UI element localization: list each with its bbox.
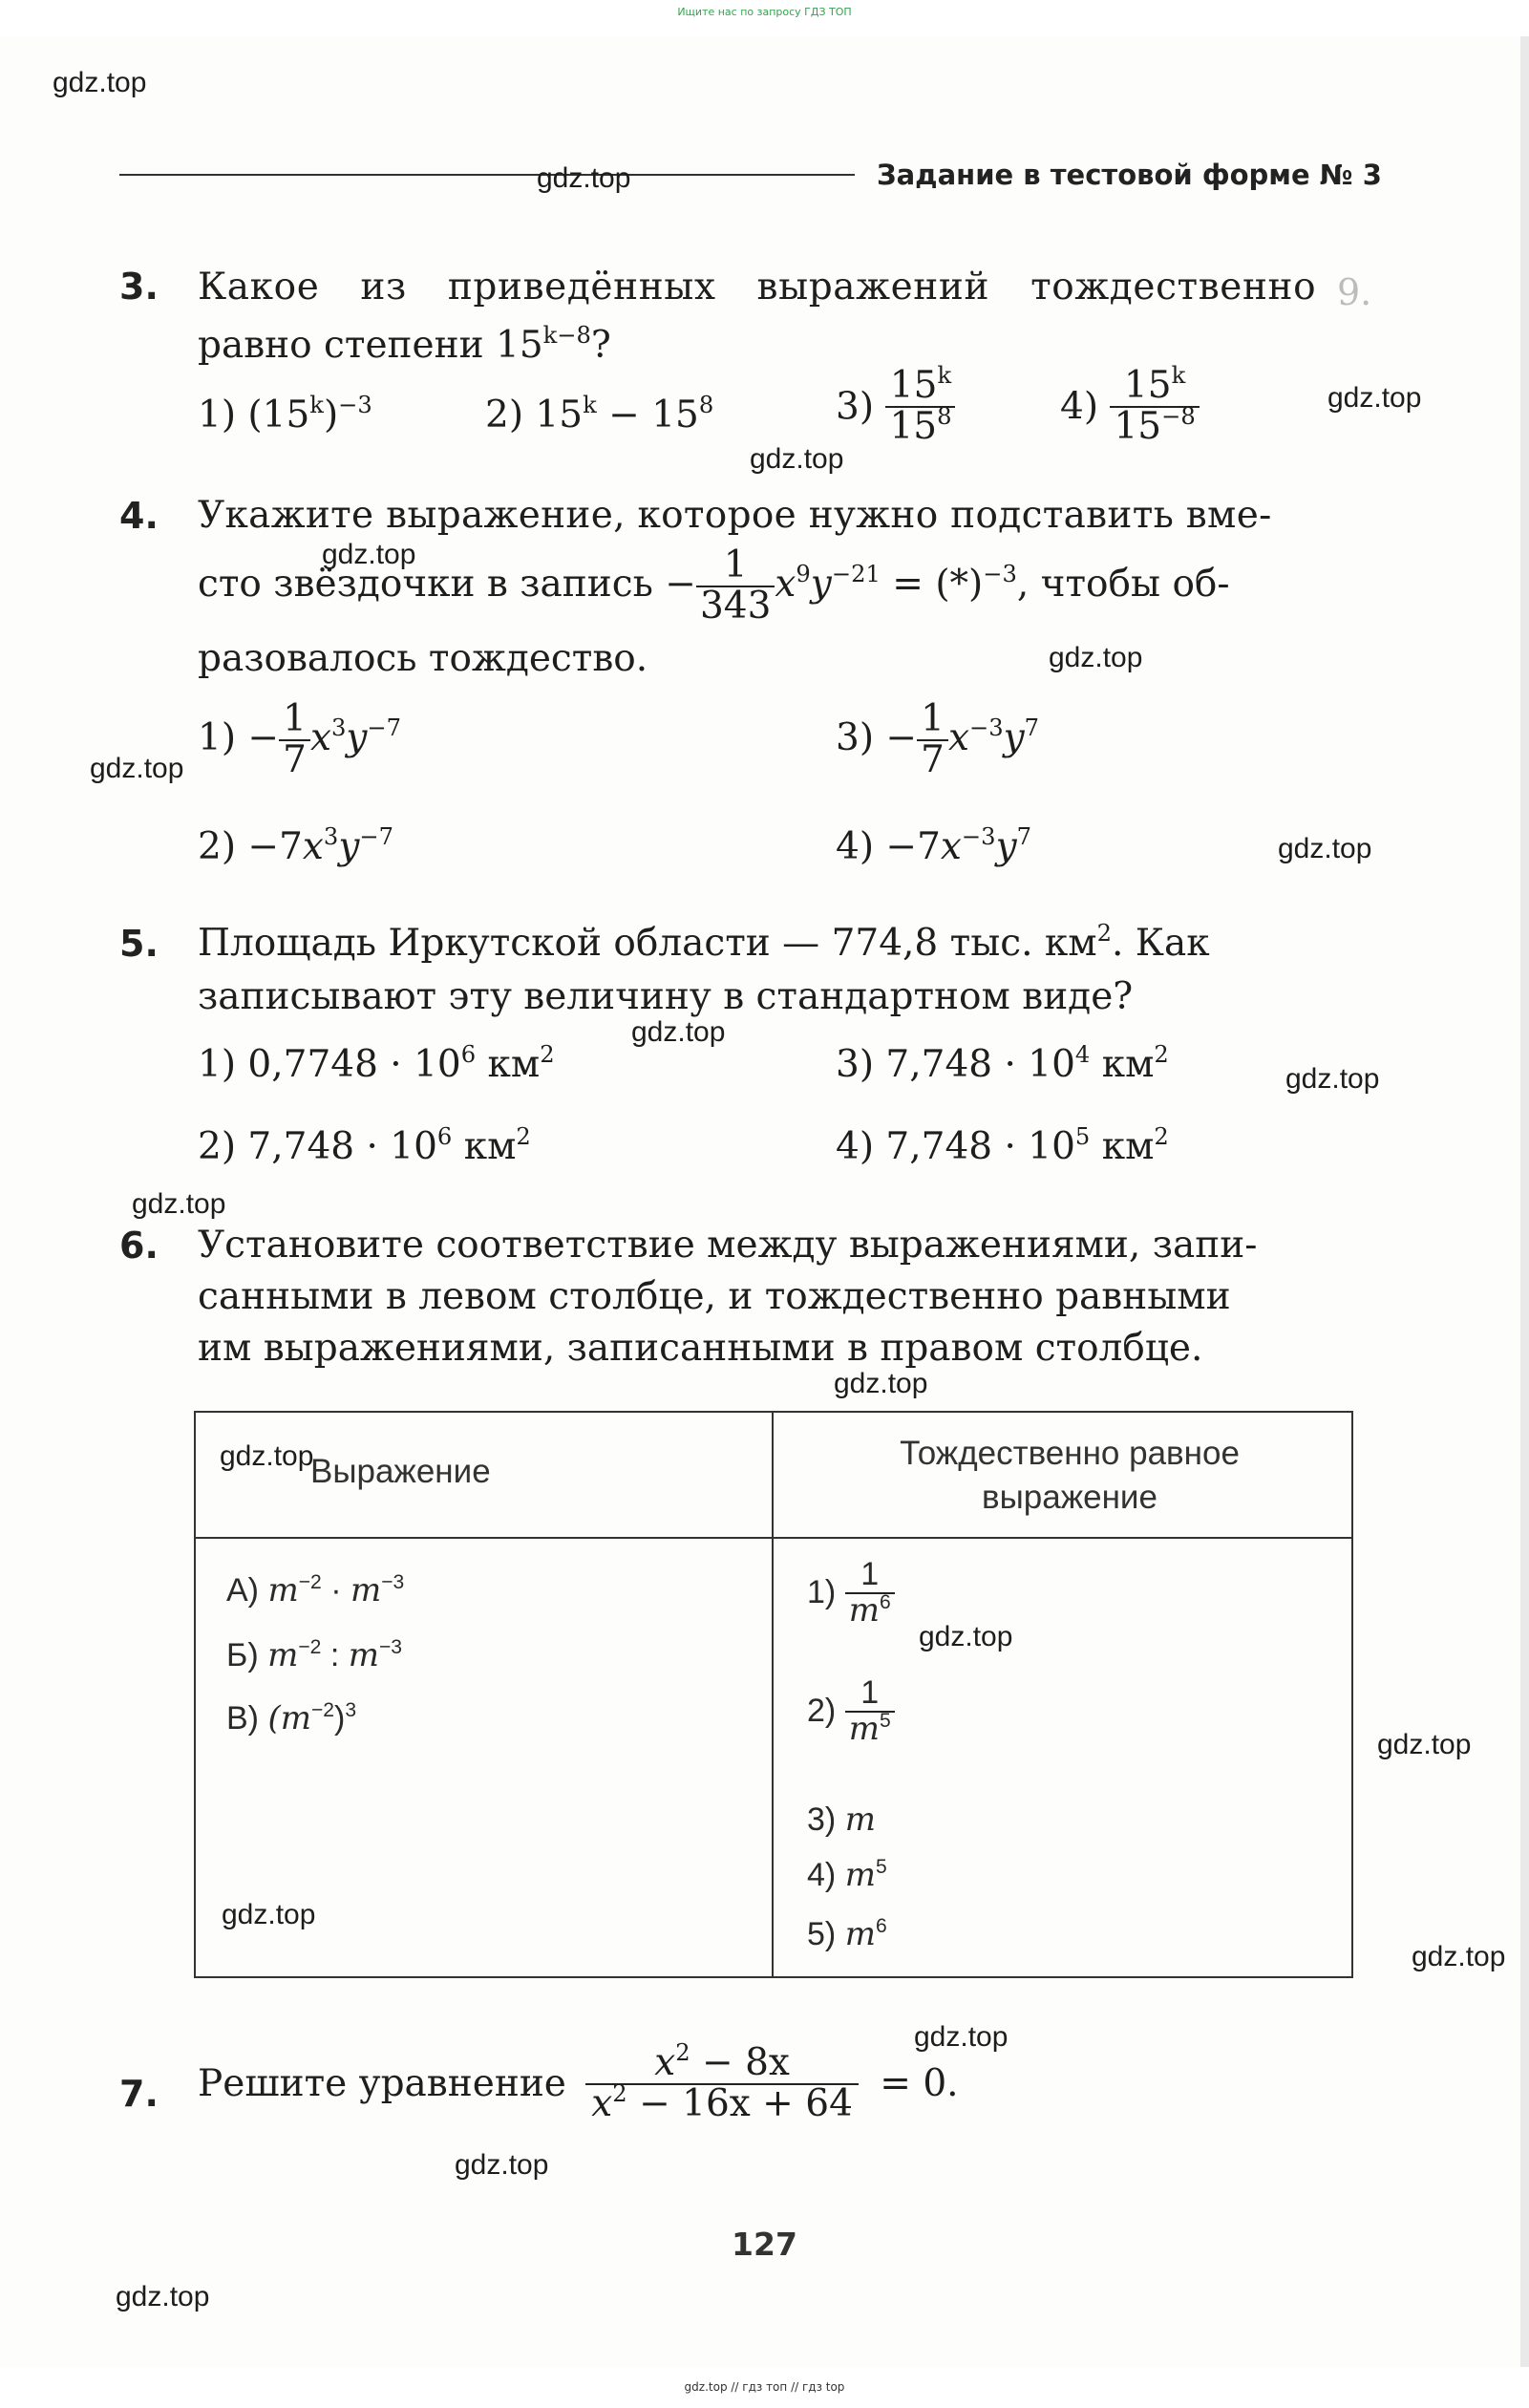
question-3-option-1: 1) $(15^k)^{-3}$ [198,392,372,437]
question-5-line-1: Площадь Иркутской области — 774,8 тыс. $км^2$. Как [198,920,1210,965]
table-right-option-4: 4) $m^5$ [807,1855,887,1894]
table-column-divider [772,1413,774,1976]
page-sheet [0,36,1529,2367]
watermark: gdz.top [834,1368,928,1399]
question-5-option-4: 4) $7,748 \cdot 10^5$ $км^2$ [836,1123,1169,1168]
watermark: gdz.top [455,2149,549,2181]
question-4-option-2: $2) -7x^3y^{-7}$ [198,823,393,868]
question-4-number: 4. [119,495,159,537]
watermark: gdz.top [1412,1941,1506,1972]
table-left-row-b: Б) $m^{-2}$ : $m^{-3}$ [226,1635,403,1674]
fraction: $\frac{15^k}{15^8}$ [885,367,955,447]
question-4-option-4: $4) -7x^{-3}y^7$ [836,823,1031,868]
header-rule [119,174,855,176]
watermark: gdz.top [322,539,416,570]
watermark: gdz.top [220,1440,314,1472]
page-number: 127 [732,2226,797,2263]
question-7-number: 7. [119,2073,159,2115]
question-5-option-3: 3) $7,748 \cdot 10^4$ $км^2$ [836,1041,1169,1086]
table-right-option-5: 5) $m^6$ [807,1914,887,1953]
question-3-number: 3. [119,266,159,308]
table-header-divider [196,1537,1351,1539]
watermark: gdz.top [1285,1063,1380,1095]
table-header-equivalent: Тождественно равное выражение [900,1435,1240,1516]
table-left-row-c: В) $(m^{-2})^3$ [226,1698,357,1737]
fraction: $\frac{1}{7}$ [279,700,310,780]
question-5-option-1: 1) $0,7748 \cdot 10^6$ $км^2$ [198,1041,555,1086]
table-right-option-1: 1) $\frac{1}{m^6}$ [807,1558,895,1628]
question-5-line-2: записывают эту величину в стандартном виде? [198,975,1134,1018]
bleed-through-text: 9. [1337,271,1372,313]
question-6-line-2: санными в левом столбце, и тождественно равными [198,1275,1231,1318]
fraction: $\frac{1}{m^6}$ [845,1558,895,1628]
fraction: $\frac{x^2 - 8x}{x^2 - 16x + 64}$ [585,2044,859,2124]
watermark: gdz.top [750,443,844,475]
watermark: gdz.top [116,2281,210,2312]
question-3-option-4: 4) $\frac{15^k}{15^{-8}}$ [1060,367,1200,447]
table-left-row-a: А) $m^{-2} \cdot m^{-3}$ [226,1570,405,1609]
watermark: gdz.top [1377,1729,1472,1760]
question-3-option-3: 3) $\frac{15^k}{15^8}$ [836,367,955,447]
question-4-option-3: 3) − $\frac{1}{7}$ $x^{-3}y^7$ [836,697,1040,781]
table-right-option-2: 2) $\frac{1}{m^5}$ [807,1676,895,1746]
question-3-line-1: Какое из приведённых выражений тождественно [198,266,1317,309]
question-3-line-2: равно степени $15^{k-8}$? [198,322,611,367]
section-title: Задание в тестовой форме № 3 [877,159,1382,191]
watermark: gdz.top [1049,642,1143,673]
question-6-line-1: Установите соответствие между выражениями, запи- [198,1224,1258,1267]
fraction: $\frac{1}{7}$ [917,700,948,780]
watermark: gdz.top [1327,382,1422,414]
question-5-number: 5. [119,923,159,965]
question-7-equation: Решите уравнение $\frac{x^2 - 8x}{x^2 - 16x + 64}$ = 0. [198,2039,959,2125]
fraction: $\frac{15^k}{15^{-8}}$ [1110,367,1199,447]
question-4-line-3: разовалось тождество. [198,637,648,680]
question-5-option-2: 2) $7,748 \cdot 10^6$ $км^2$ [198,1123,531,1168]
watermark: gdz.top [53,67,147,98]
question-3-option-2: 2) $15^k - 15^8$ [485,392,714,437]
question-6-number: 6. [119,1225,159,1267]
table-right-option-3: 3) m [807,1801,876,1839]
question-4-option-1: 1) − $\frac{1}{7}$ $x^3y^{-7}$ [198,697,402,781]
watermark: gdz.top [132,1188,226,1220]
question-4-line-2: сто звёздочки в запись − $\frac{1}{343}$ $x^9y^{-21} = (*)^{-3}$, чтобы об- [198,543,1230,628]
matching-table [194,1411,1353,1978]
question-4-line-1: Укажите выражение, которое нужно подставить вме- [198,494,1272,537]
watermark: gdz.top [914,2021,1009,2053]
table-header-expression: Выражение [310,1453,491,1490]
watermark: gdz.top [90,753,184,784]
question-6-line-3: им выражениями, записанными в правом столбце. [198,1327,1203,1370]
watermark: gdz.top [1278,833,1372,864]
footer-links[interactable]: gdz.top // гдз топ // гдз top [684,2380,845,2394]
fraction: $\frac{1}{m^5}$ [845,1676,895,1746]
watermark: gdz.top [631,1016,726,1048]
fraction: $\frac{1}{343}$ [696,546,775,627]
watermark: gdz.top [222,1899,316,1930]
watermark: gdz.top [537,162,631,194]
watermark: gdz.top [919,1621,1013,1652]
top-banner[interactable]: Ищите нас по запросу ГДЗ ТОП [677,6,852,18]
